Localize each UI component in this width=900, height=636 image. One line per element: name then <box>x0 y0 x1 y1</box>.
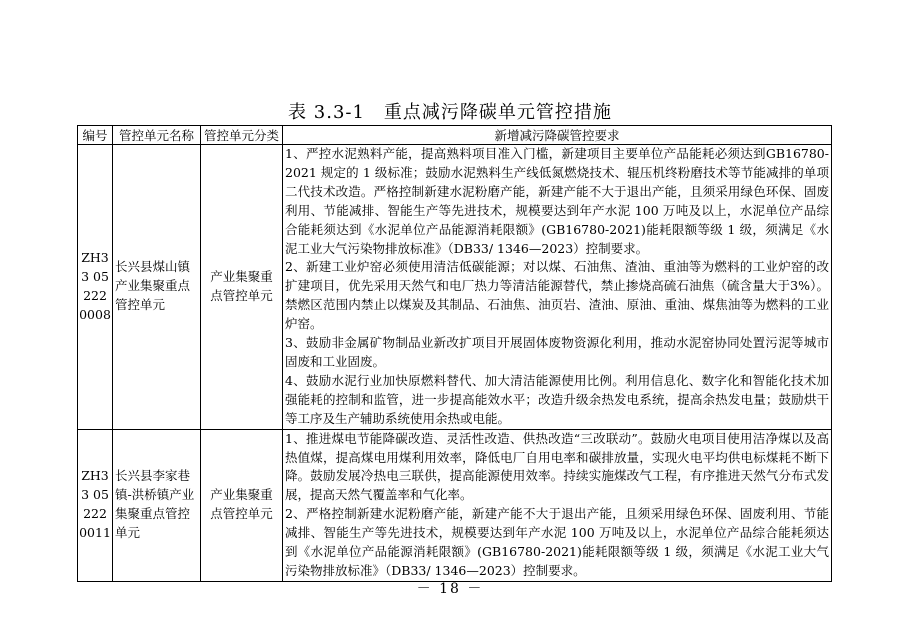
control-measures-table <box>77 125 832 582</box>
unit-code: ZH33 05222 0011 <box>78 429 113 581</box>
requirement-item: 1、严控水泥熟料产能，提高熟料项目准入门槛，新建项目主要单位产品能耗必须达到GB16780-2021 规定的 1 级标准；鼓励水泥熟料生产线低氮燃烧技术、辊压机终粉磨技术等节能减排的单项二代技术改造。严格控制新建水泥粉磨产能，新建产能不大于退出产能，且须采用绿色环保、固废利用、节能减排、智能生产等先进技术，规模要达到年产水泥 100 万吨及以上，水泥单位产品综合能耗须达到《水泥单位产品能源消耗限额》(GB16780-2021)能耗限额等级 1 级，须满足《水泥工业大气污染物排放标准》（DB33/ 1346—2023）控制要求。 <box>285 146 829 256</box>
unit-requirements <box>283 429 832 581</box>
column-header-code: 编号 <box>78 126 113 145</box>
unit-category: 产业集聚重点管控单元 <box>201 429 283 581</box>
unit-category: 产业集聚重点管控单元 <box>201 145 283 430</box>
requirement-item: 4、鼓励水泥行业加快原燃料替代、加大清洁能源使用比例。利用信息化、数字化和智能化技术加强能耗的控制和监管，进一步提高能效水平；改造升级余热发电系统，提高余热发电量；鼓励烘干等工序及生产辅助系统使用余热或电能。 <box>285 372 829 426</box>
requirement-item: 1、推进煤电节能降碳改造、灵活性改造、供热改造“三改联动”。鼓励火电项目使用洁净煤以及高热值煤，提高煤电用煤利用效率，降低电厂自用电率和碳排放量，实现火电平均供电标煤耗不断下降。鼓励发展冷热电三联供，提高能源使用效率。持续实施煤改气工程，有序推进天然气分布式发展，提高天然气覆盖率和气化率。 <box>285 430 829 503</box>
requirement-item: 2、严格控制新建水泥粉磨产能，新建产能不大于退出产能，且须采用绿色环保、固废利用、节能减排、智能生产等先进技术，规模要达到年产水泥 100 万吨及以上，水泥单位产品综合能耗须达到《水泥单位产品能源消耗限额》(GB16780-2021)能耗限额等级 1 级，须满足《水泥工业大气污染物排放标准》（DB33/ 1346—2023）控制要求。 <box>285 506 829 578</box>
page-number: － 18 － <box>416 581 484 597</box>
unit-requirements <box>283 145 832 430</box>
unit-code: ZH33 05222 0008 <box>78 145 113 430</box>
requirement-item: 2、新建工业炉窑必须使用清洁低碳能源；对以煤、石油焦、渣油、重油等为燃料的工业炉窑的改扩建项目，优先采用天然气和电厂热力等清洁能源替代，禁止掺烧高硫石油焦（硫含量大于3%）。禁燃区范围内禁止以煤炭及其制品、石油焦、油页岩、渣油、原油、重油、煤焦油等为燃料的工业炉窑。 <box>285 259 829 332</box>
table-title: 表 3.3-1 重点减污降碳单元管控措施 <box>288 102 612 123</box>
column-header-unit-name: 管控单元名称 <box>113 126 201 145</box>
table-header-row <box>78 126 832 145</box>
table-row <box>78 429 832 581</box>
unit-name: 长兴县煤山镇产业集聚重点管控单元 <box>113 145 201 430</box>
column-header-unit-category: 管控单元分类 <box>201 126 283 145</box>
column-header-requirements: 新增减污降碳管控要求 <box>283 126 832 145</box>
unit-name: 长兴县李家巷镇-洪桥镇产业集聚重点管控单元 <box>113 429 201 581</box>
table-row <box>78 145 832 430</box>
requirement-item: 3、鼓励非金属矿物制品业新改扩项目开展固体废物资源化利用，推动水泥窑协同处置污泥等城市固废和工业固废。 <box>285 335 829 369</box>
